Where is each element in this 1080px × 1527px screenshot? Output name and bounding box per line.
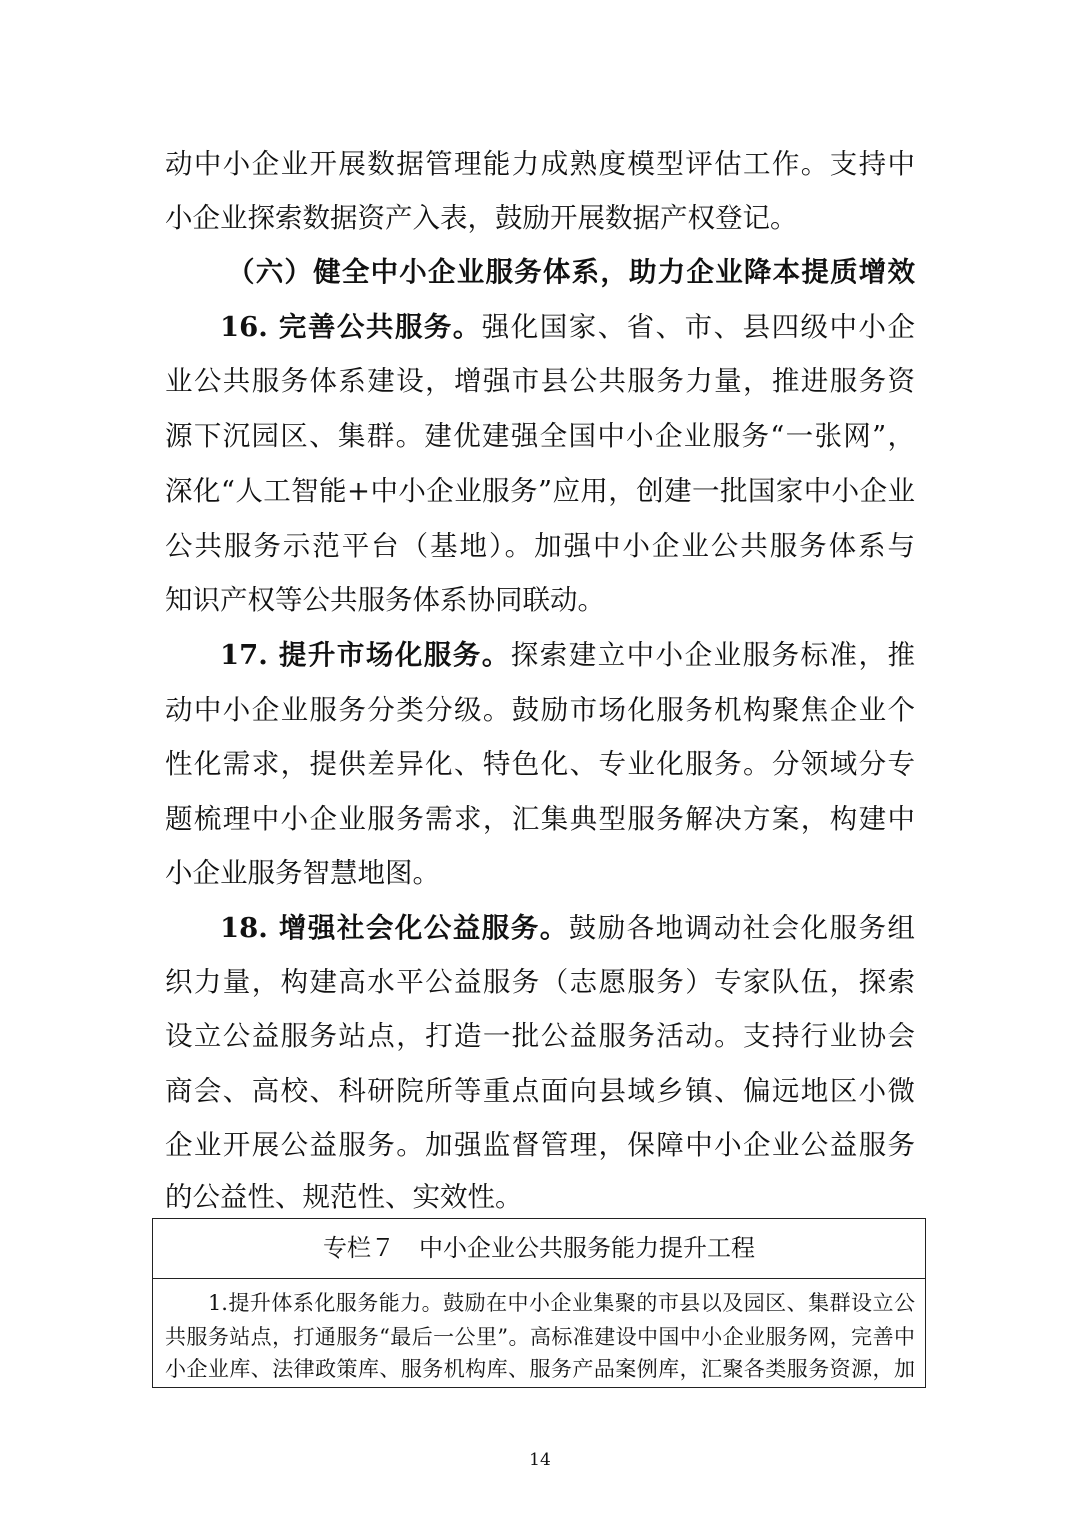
item18-first-line	[220, 901, 915, 955]
paragraph-line: 知识产权等公共服务体系协同联动。	[165, 584, 605, 616]
special-column-box	[152, 1218, 926, 1388]
special-column-line: 共服务站点，打通服务“最后一公里”。高标准建设中国中小企业服务网，完善中	[165, 1325, 915, 1349]
paragraph-line: 深化“人工智能+中小企业服务”应用，创建一批国家中小企业	[165, 475, 915, 507]
paragraph-line: 商会、高校、科研院所等重点面向县域乡镇、偏远地区小微	[165, 1075, 915, 1107]
paragraph-line: 小企业探索数据资产入表，鼓励开展数据产权登记。	[165, 202, 798, 234]
item18-first-text: 鼓励各地调动社会化服务组	[568, 912, 916, 944]
paragraph-line: 公共服务示范平台（基地）。加强中小企业公共服务体系与	[165, 530, 915, 562]
paragraph-line: 性化需求，提供差异化、特色化、专业化服务。分领域分专	[165, 748, 915, 780]
section-heading: （六）健全中小企业服务体系，助力企业降本提质增效	[227, 256, 915, 288]
special-column-title: 专栏７ 中小企业公共服务能力提升工程	[153, 1219, 925, 1279]
paragraph-line: 的公益性、规范性、实效性。	[165, 1181, 523, 1213]
page-number: 14	[529, 1450, 551, 1470]
item17-first-text: 探索建立中小企业服务标准，推	[510, 639, 915, 671]
item16-first-line	[220, 300, 915, 354]
special-column-line: 小企业库、法律政策库、服务机构库、服务产品案例库，汇聚各类服务资源，加	[165, 1357, 915, 1381]
item17-lead: 17. 提升市场化服务。	[220, 639, 511, 671]
paragraph-line: 企业开展公益服务。加强监督管理，保障中小企业公益服务	[165, 1129, 915, 1161]
item18-lead: 18. 增强社会化公益服务。	[220, 912, 569, 944]
paragraph-line: 源下沉园区、集群。建优建强全国中小企业服务“一张网”，	[165, 420, 915, 452]
paragraph-line: 织力量，构建高水平公益服务（志愿服务）专家队伍，探索	[165, 966, 915, 998]
paragraph-line: 设立公益服务站点，打造一批公益服务活动。支持行业协会	[165, 1020, 915, 1052]
item16-lead: 16. 完善公共服务。	[220, 311, 482, 343]
paragraph-line: 小企业服务智慧地图。	[165, 857, 440, 889]
paragraph-line: 题梳理中小企业服务需求，汇集典型服务解决方案，构建中	[165, 803, 915, 835]
paragraph-line: 业公共服务体系建设，增强市县公共服务力量，推进服务资	[165, 365, 915, 397]
special-column-line: 1.提升体系化服务能力。鼓励在中小企业集聚的市县以及园区、集群设立公	[165, 1291, 915, 1315]
paragraph-line: 动中小企业服务分类分级。鼓励市场化服务机构聚焦企业个	[165, 694, 915, 726]
paragraph-line: 动中小企业开展数据管理能力成熟度模型评估工作。支持中	[165, 148, 915, 180]
item17-first-line	[220, 628, 915, 682]
item16-first-text: 强化国家、省、市、县四级中小企	[481, 311, 915, 343]
